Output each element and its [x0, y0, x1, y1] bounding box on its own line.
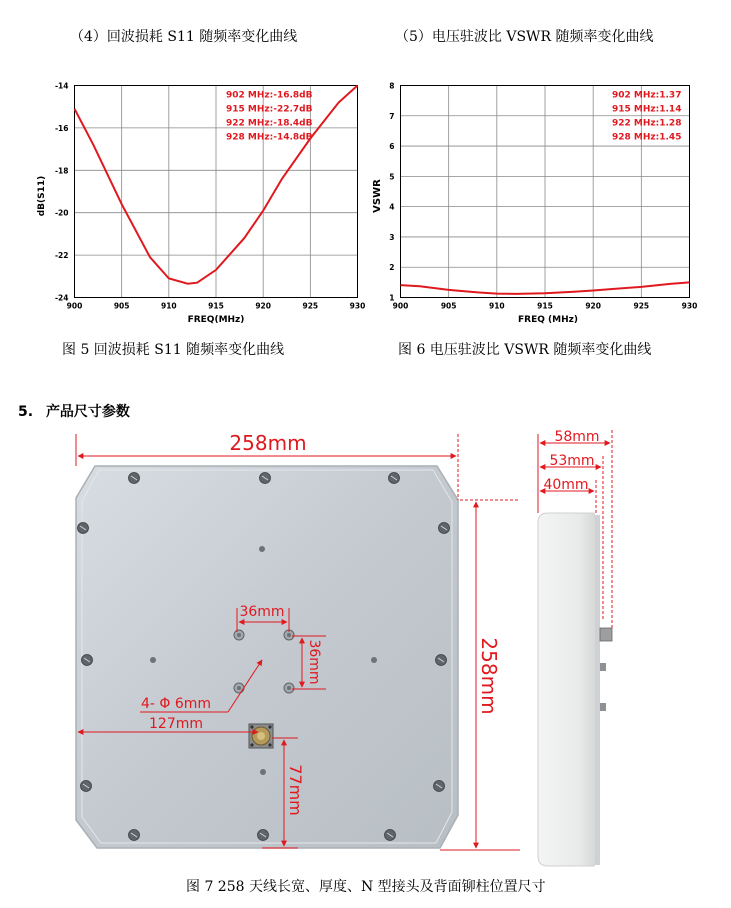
- screw: [436, 655, 447, 666]
- dim-36h-label: 36mm: [239, 604, 285, 620]
- section-number: 5.: [18, 404, 34, 420]
- dim-width-label: 258mm: [229, 431, 307, 455]
- y-tick-label: 2: [389, 263, 395, 273]
- dim-58-label: 58mm: [554, 429, 600, 445]
- x-tick-label: 900: [66, 301, 83, 311]
- screw: [81, 781, 92, 792]
- marker-annotation: 902 MHz:1.37: [612, 90, 682, 101]
- marker-annotation: 922 MHz:-18.4dB: [226, 118, 313, 129]
- x-tick-label: 925: [633, 301, 650, 311]
- antenna-side-view: [538, 513, 612, 866]
- x-tick-label: 915: [208, 301, 224, 311]
- y-tick-label: 5: [389, 172, 395, 182]
- x-tick-label: 900: [392, 301, 409, 311]
- dim-77-label: 77mm: [286, 764, 305, 816]
- section-title: 产品尺寸参数: [45, 404, 130, 420]
- dimension-drawing: [0, 420, 731, 880]
- antenna-back-plate: [76, 466, 458, 848]
- x-tick-label: 910: [489, 301, 505, 311]
- x-tick-label: 905: [440, 301, 457, 311]
- screw: [439, 523, 450, 534]
- screw: [78, 523, 89, 534]
- mount-hole: [371, 657, 377, 663]
- mount-hole: [260, 769, 266, 775]
- y-tick-label: -14: [54, 81, 69, 91]
- screw: [258, 830, 269, 841]
- x-tick-label: 915: [537, 301, 553, 311]
- y-tick-label: 8: [389, 81, 395, 91]
- mount-hole: [259, 546, 265, 552]
- s11-ylabel: dB(S11): [37, 175, 47, 217]
- y-tick-label: 1: [389, 293, 395, 303]
- screw: [129, 830, 140, 841]
- dim-36v-label: 36mm: [306, 639, 322, 685]
- rivet-stud: [234, 630, 244, 640]
- dim-127-label: 127mm: [149, 716, 203, 732]
- y-tick-label: -24: [54, 293, 69, 303]
- x-tick-label: 930: [681, 301, 698, 311]
- vswr-chart: [368, 76, 698, 328]
- y-tick-label: -18: [54, 166, 69, 176]
- figure-caption: 图 7 258 天线长宽、厚度、N 型接头及背面铆柱位置尺寸: [186, 879, 546, 895]
- x-tick-label: 910: [161, 301, 177, 311]
- y-tick-label: -16: [54, 123, 69, 133]
- x-tick-label: 920: [255, 301, 271, 311]
- rivet-stud: [234, 683, 244, 693]
- screw: [129, 473, 140, 484]
- y-tick-label: 4: [389, 202, 395, 212]
- chart2-title: （5）电压驻波比 VSWR 随频率变化曲线: [395, 29, 654, 45]
- vswr-ylabel: VSWR: [372, 179, 383, 213]
- chart1-title: （4）回波损耗 S11 随频率变化曲线: [70, 29, 298, 45]
- section-heading: [18, 401, 130, 421]
- x-tick-label: 925: [302, 301, 319, 311]
- marker-annotation: 915 MHz:1.14: [612, 104, 682, 115]
- x-tick-label: 920: [585, 301, 601, 311]
- x-tick-label: 930: [349, 301, 366, 311]
- y-tick-label: 7: [389, 111, 395, 121]
- y-tick-label: 3: [389, 232, 395, 242]
- screw: [260, 473, 271, 484]
- screw: [385, 830, 396, 841]
- marker-annotation: 902 MHz:-16.8dB: [226, 90, 313, 101]
- chart1-caption: 图 5 回波损耗 S11 随频率变化曲线: [62, 342, 285, 358]
- screw: [434, 781, 445, 792]
- s11-xlabel: FREQ(MHz): [187, 315, 245, 325]
- marker-annotation: 915 MHz:-22.7dB: [226, 104, 313, 115]
- dim-height-label: 258mm: [477, 637, 501, 715]
- marker-annotation: 928 MHz:1.45: [612, 132, 682, 143]
- screw: [82, 655, 93, 666]
- y-tick-label: -20: [54, 208, 69, 218]
- x-tick-label: 905: [113, 301, 130, 311]
- dim-53-label: 53mm: [549, 453, 595, 469]
- vswr-xlabel: FREQ (MHz): [518, 315, 578, 325]
- y-tick-label: 6: [389, 142, 395, 152]
- chart2-caption: 图 6 电压驻波比 VSWR 随频率变化曲线: [398, 342, 652, 358]
- s11-chart: [36, 76, 366, 328]
- y-tick-label: -22: [54, 251, 69, 261]
- mount-hole: [150, 657, 156, 663]
- dim-40-label: 40mm: [543, 477, 589, 493]
- marker-annotation: 928 MHz:-14.8dB: [226, 132, 313, 143]
- marker-annotation: 922 MHz:1.28: [612, 118, 682, 129]
- rivet-stud: [284, 683, 294, 693]
- screw: [389, 473, 400, 484]
- n-connector: [249, 724, 273, 748]
- dim-holes-label: 4- Φ 6mm: [140, 696, 212, 712]
